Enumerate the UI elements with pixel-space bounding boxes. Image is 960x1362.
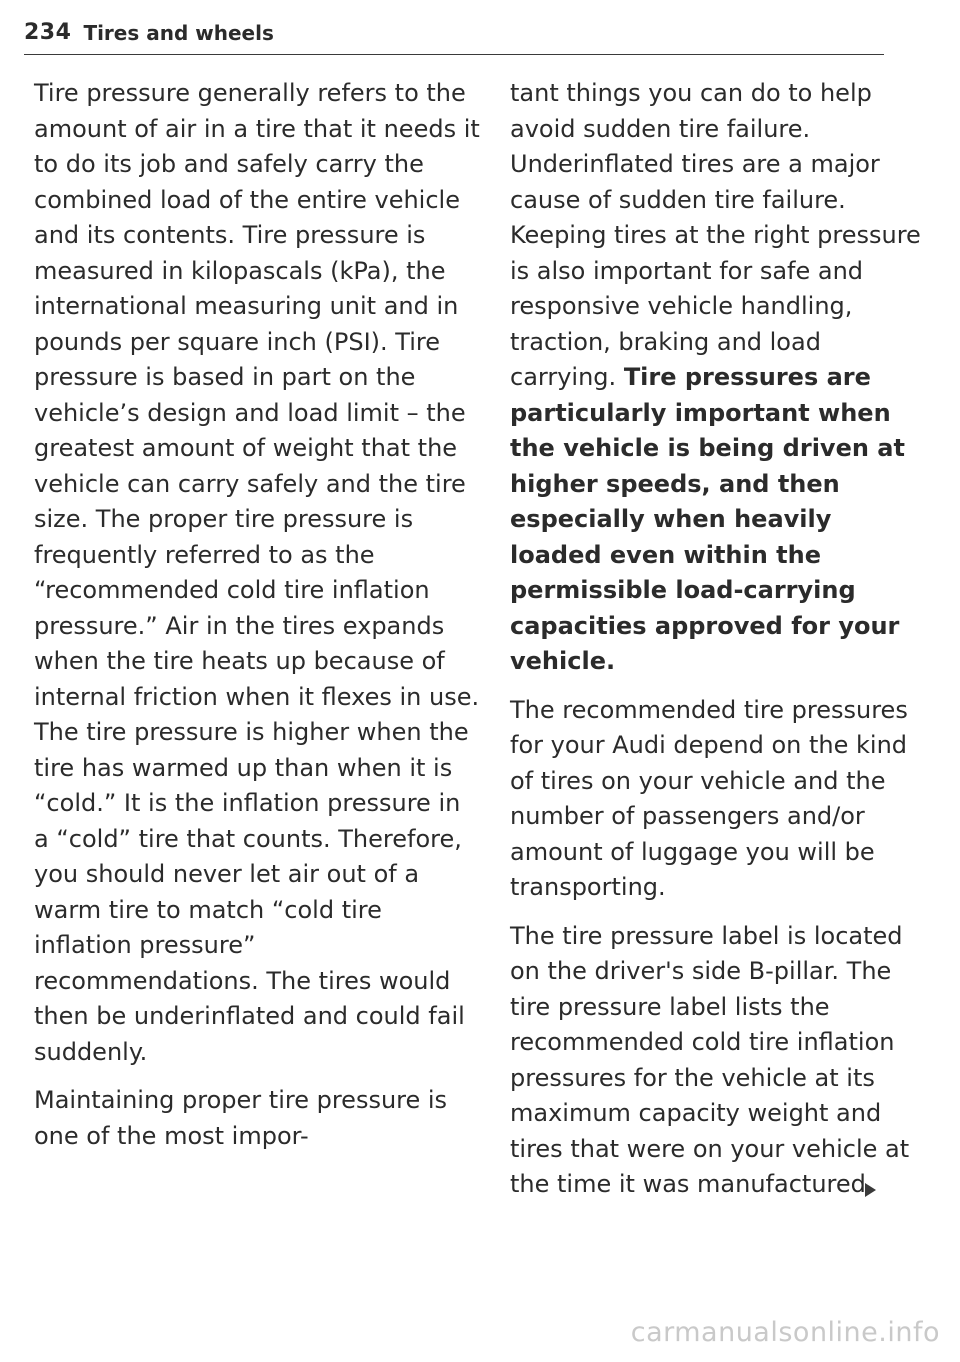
paragraph-tire-pressure-definition: Tire pressure generally refers to the amount of air in a tire that it needs it to do its job and safely carry the combined load of the entire vehicle and its contents. Tire pressure is measured in kilopascals (kPa), the international measuring unit and in pounds per square inch (PSI). Tire pressure is based in part on the vehicle’s design and load limit – the greatest amount of weight that the vehicle can carry safely and the tire size. The proper tire pressure is frequently referred to as the “recommended cold tire inflation pressure.” Air in the tires expands when the tire heats up because of internal friction when it flexes in use. The tire pressure is higher when the tire has warmed up than when it is “cold.” It is the inflation pressure in a “cold” tire that counts. Therefore, you should never let air out of a warm tire to match “cold tire inflation pressure” recommendations. The tires would then be underinflated and could fail suddenly. [34, 79, 480, 1066]
paragraph-maintaining-pressure-continued [510, 76, 930, 680]
right-column [510, 76, 930, 1216]
page-number: 234 [24, 20, 72, 45]
paragraph-pressure-label: The tire pressure label is located on the driver's side B-pillar. The tire pressure label lists the recommended cold tire inflation pressures for the vehicle at its maximum capacity weight and tires that were on your vehicle at the time it was manufactured. [510, 921, 910, 1198]
paragraph-recommended-pressures: The recommended tire pressures for your Audi depend on the kind of tires on your vehicle and the number of passengers and/or amount of luggage you will be transporting. [510, 695, 908, 901]
continue-arrow-icon [865, 1183, 876, 1197]
paragraph-maintaining-text: tant things you can do to help avoid sudden tire failure. Underinflated tires are a major cause of sudden tire failure. Keeping tires at the right pressure is also important for safe and responsive vehicle handling, traction, braking and load carrying. [510, 79, 921, 391]
page-header [24, 20, 884, 55]
section-title: Tires and wheels [83, 21, 274, 45]
paragraph-maintaining-pressure-start: Maintaining proper tire pressure is one of the most impor- [34, 1086, 448, 1150]
watermark: carmanualsonline.info [630, 1317, 940, 1348]
left-column [34, 76, 480, 1167]
paragraph-maintaining-bold: Tire pressures are particularly important when the vehicle is being driven at higher speeds, and then especially when heavily loaded even within the permissible load-carrying capacities approved for your vehicle. [510, 363, 905, 675]
